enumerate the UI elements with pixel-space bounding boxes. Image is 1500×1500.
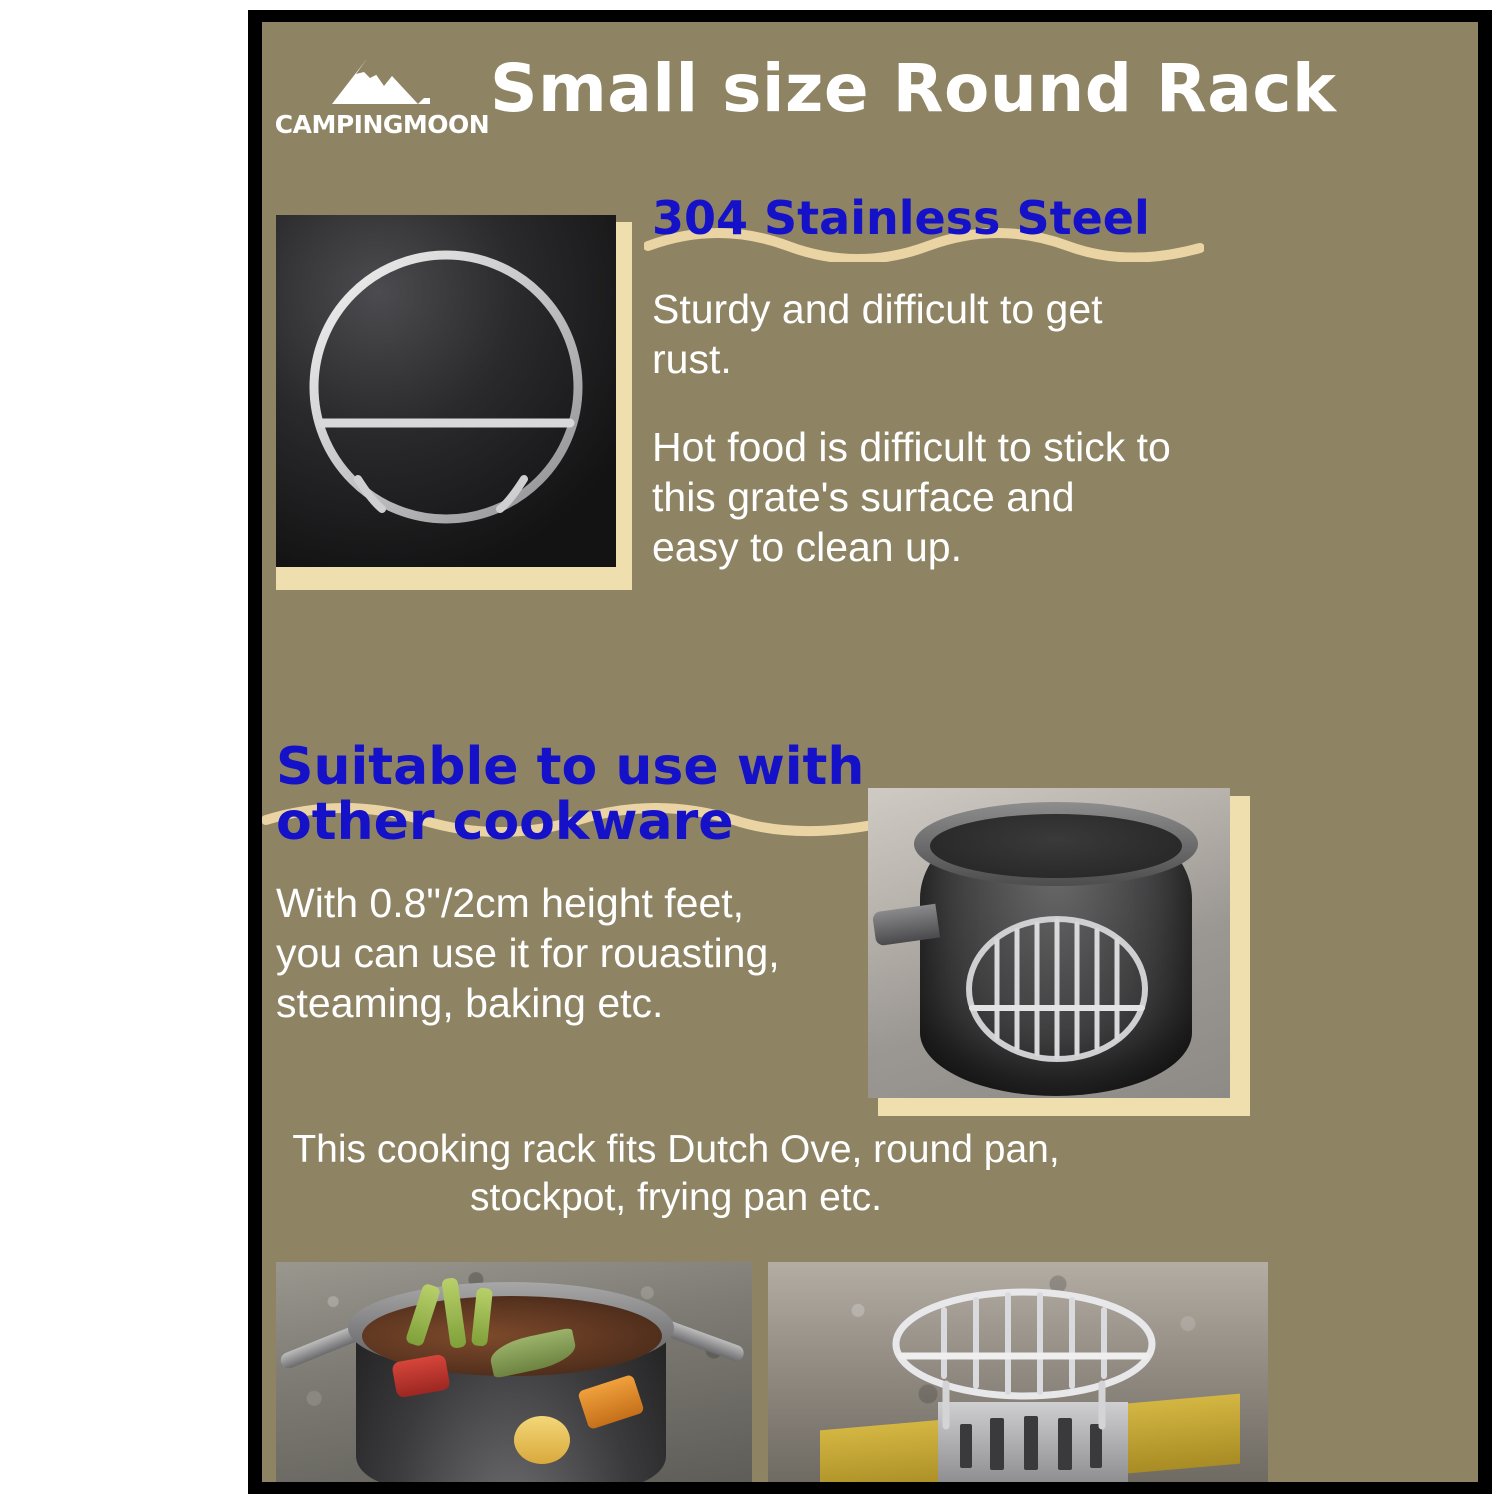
section-2-heading: Suitable to use with other cookware [276,737,865,853]
pot-with-food-photo [276,1262,752,1482]
brand-logo [272,44,492,154]
section-1-paragraph-1: Sturdy and difficult to get rust. [652,286,1103,383]
mountain-icon [326,52,446,108]
rack-on-camp-stove-photo [768,1262,1268,1482]
round-rack-on-black-background-photo [276,215,616,567]
rack-inside-pot-photo [868,788,1230,1098]
pot-interior [930,814,1182,878]
round-rack-illustration [888,1284,1160,1434]
round-rack-illustration [302,243,590,531]
section-1-heading: 304 Stainless Steel [652,191,1150,245]
section-2-paragraph-1: With 0.8"/2cm height feet, you can use it for rouasting, steaming, baking etc. [276,880,780,1027]
page-title: Small size Round Rack [490,50,1337,127]
lemon-slice [514,1416,570,1464]
round-rack-illustration [964,916,1150,1062]
section-2-paragraph-2: This cooking rack fits Dutch Ove, round pan, stockpot, frying pan etc. [292,1128,1060,1219]
poster-canvas [262,22,1478,1482]
section-1-paragraph-2: Hot food is difficult to stick to this grate's surface and easy to clean up. [652,424,1171,571]
brand-name: CAMPINGMOON [274,110,490,139]
